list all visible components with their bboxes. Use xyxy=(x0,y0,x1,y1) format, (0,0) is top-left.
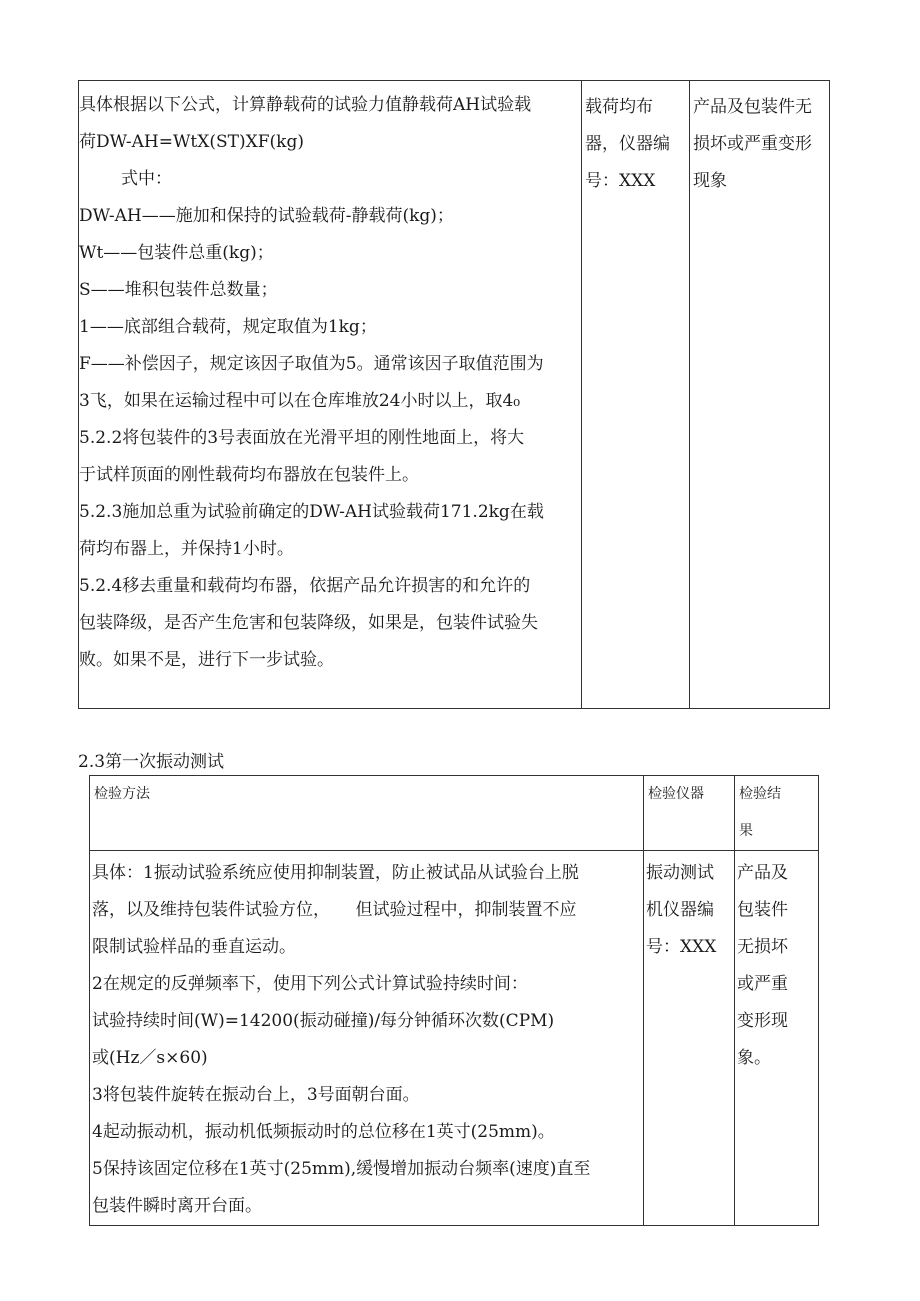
static-load-test-table xyxy=(78,80,830,709)
header-result xyxy=(735,776,819,851)
method-line: Wt——包装件总重(kg)； xyxy=(79,243,274,263)
method-line: 3将包装件旋转在振动台上，3号面朝台面。 xyxy=(92,1085,420,1105)
method-line: 或(Hz／s×60) xyxy=(92,1048,208,1068)
method-line: 包装降级，是否产生危害和包装降级，如果是，包装件试验失 xyxy=(79,613,538,633)
result-line: 现象 xyxy=(693,171,727,191)
method-line: 具体：1振动试验系统应使用抑制装置，防止被试品从试验台上脱 xyxy=(92,863,579,883)
section-title: 2.3第一次振动测试 xyxy=(78,752,225,772)
method-line: 5.2.3施加总重为试验前确定的DW-AH试验载荷171.2kg在载 xyxy=(79,502,544,522)
header-instrument-label: 检验仪器 xyxy=(648,786,704,802)
instrument-line: 器，仪器编 xyxy=(585,134,670,154)
method-line: 5.2.4移去重量和载荷均布器，依据产品允许损害的和允许的 xyxy=(79,576,531,596)
method-line: 于试样顶面的刚性载荷均布器放在包装件上。 xyxy=(79,465,419,485)
method-line: 包装件瞬时离开台面。 xyxy=(92,1196,262,1216)
table-row xyxy=(90,851,819,1226)
result-line: 无损坏 xyxy=(737,937,788,957)
result-line: 变形现 xyxy=(737,1011,788,1031)
method-line: 限制试验样品的垂直运动。 xyxy=(92,937,296,957)
method-line: S——堆积包装件总数量； xyxy=(79,280,278,300)
method-line: 式中： xyxy=(121,169,172,189)
instrument-line: 号：XXX xyxy=(646,937,717,957)
instrument-line: 号：XXX xyxy=(585,171,656,191)
table-row xyxy=(79,81,830,709)
result-line: 产品及 xyxy=(737,863,788,883)
method-line: 2在规定的反弹频率下，使用下列公式计算试验持续时间： xyxy=(92,974,528,994)
method-cell xyxy=(90,851,644,1226)
method-line: 落，以及维持包装件试验方位， 但试验过程中，抑制装置不应 xyxy=(92,900,577,920)
method-line: DW-AH——施加和保持的试验载荷-静载荷(kg)； xyxy=(79,206,454,226)
method-line: 5.2.2将包装件的3号表面放在光滑平坦的刚性地面上，将大 xyxy=(79,428,525,448)
result-cell xyxy=(735,851,819,1226)
method-cell xyxy=(79,81,582,709)
method-line: 3飞，如果在运输过程中可以在仓库堆放24小时以上，取4₀ xyxy=(79,391,521,411)
vibration-test-table xyxy=(89,775,819,1226)
table-header-row xyxy=(90,776,819,851)
result-line: 损坏或严重变形 xyxy=(693,134,812,154)
method-line: 4起动振动机，振动机低频振动时的总位移在1英寸(25mm)。 xyxy=(92,1122,555,1142)
method-line: 荷均布器上，并保持1小时。 xyxy=(79,539,294,559)
instrument-line: 振动测试 xyxy=(646,863,714,883)
result-line: 产品及包装件无 xyxy=(693,97,812,117)
instrument-line: 载荷均布 xyxy=(585,97,653,117)
instrument-cell xyxy=(644,851,735,1226)
header-method xyxy=(90,776,644,851)
header-method-label: 检验方法 xyxy=(94,786,150,802)
header-result-line: 果 xyxy=(739,823,753,839)
instrument-line: 机仪器编 xyxy=(646,900,714,920)
method-line: 试验持续时间(W)=14200(振动碰撞)/每分钟循环次数(CPM) xyxy=(92,1011,555,1031)
result-cell xyxy=(690,81,830,709)
method-line: 败。如果不是，进行下一步试验。 xyxy=(79,650,334,670)
method-line: 具体根据以下公式，计算静载荷的试验力值静载荷AH试验载 xyxy=(79,95,532,115)
result-line: 包装件 xyxy=(737,900,788,920)
method-text xyxy=(79,87,581,679)
result-line: 象。 xyxy=(737,1048,771,1068)
method-line: F——补偿因子，规定该因子取值为5。通常该因子取值范围为 xyxy=(79,354,544,374)
method-line: 5保持该固定位移在1英寸(25mm),缓慢增加振动台频率(速度)直至 xyxy=(92,1159,591,1179)
instrument-cell xyxy=(582,81,690,709)
header-result-line: 检验结 xyxy=(739,786,781,802)
method-line: 1——底部组合载荷，规定取值为1kg； xyxy=(79,317,377,337)
result-line: 或严重 xyxy=(737,974,788,994)
header-instrument xyxy=(644,776,735,851)
method-line: 荷DW-AH=WtX(ST)XF(kg) xyxy=(79,132,304,152)
method-text xyxy=(92,855,643,1225)
